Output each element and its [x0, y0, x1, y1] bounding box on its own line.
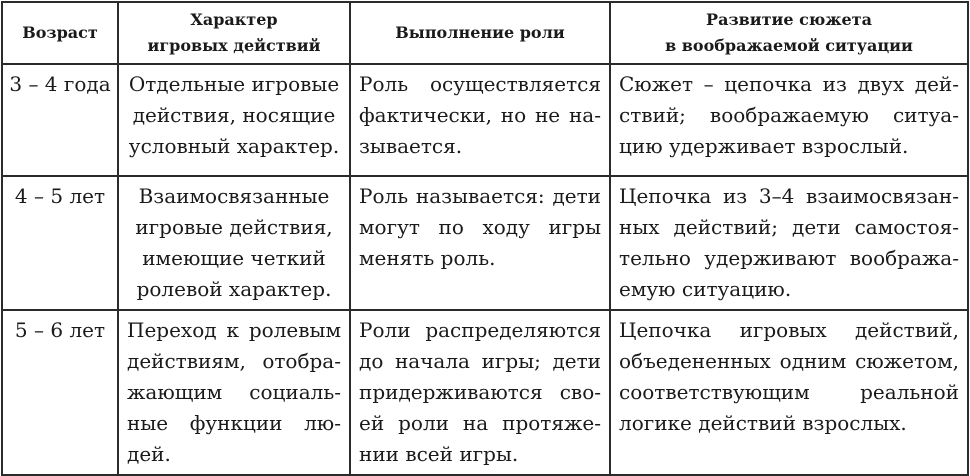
header-action-character: Характер игровых действий	[118, 2, 350, 64]
action-cell: Переход к ролевым действиям, отображающим социальные функции людей.	[118, 310, 350, 475]
role-cell: Роль называется: дети могут по ходу игры менять роль.	[350, 176, 610, 310]
role-cell: Роль осуществляется фактически, но не называется.	[350, 64, 610, 176]
age-cell: 5 – 6 лет	[2, 310, 118, 475]
table-row	[2, 310, 968, 475]
table-row	[2, 64, 968, 176]
plot-cell: Цепочка игровых действий, объедененных одним сюжетом, соответствующим реальной логике действий взрослых.	[610, 310, 968, 475]
plot-cell: Сюжет – цепочка из двух действий; воображаемую ситуацию удерживает взрослый.	[610, 64, 968, 176]
age-cell: 3 – 4 года	[2, 64, 118, 176]
header-row	[2, 2, 968, 64]
header-age: Возраст	[2, 2, 118, 64]
header-plot-development: Развитие сюжета в воображаемой ситуации	[610, 2, 968, 64]
plot-cell: Цепочка из 3–4 взаимосвязанных действий; дети самостоятельно удерживают воображаемую ситуацию.	[610, 176, 968, 310]
action-cell: Отдельные игровые действия, носящие условный характер.	[118, 64, 350, 176]
table-row	[2, 176, 968, 310]
play-development-table	[1, 1, 969, 476]
header-role-performance: Выполнение роли	[350, 2, 610, 64]
role-cell: Роли распределяются до начала игры; дети придерживаются своей роли на протяжении всей игры.	[350, 310, 610, 475]
action-cell: Взаимосвязанные игровые действия, имеющие четкий ролевой характер.	[118, 176, 350, 310]
age-cell: 4 – 5 лет	[2, 176, 118, 310]
